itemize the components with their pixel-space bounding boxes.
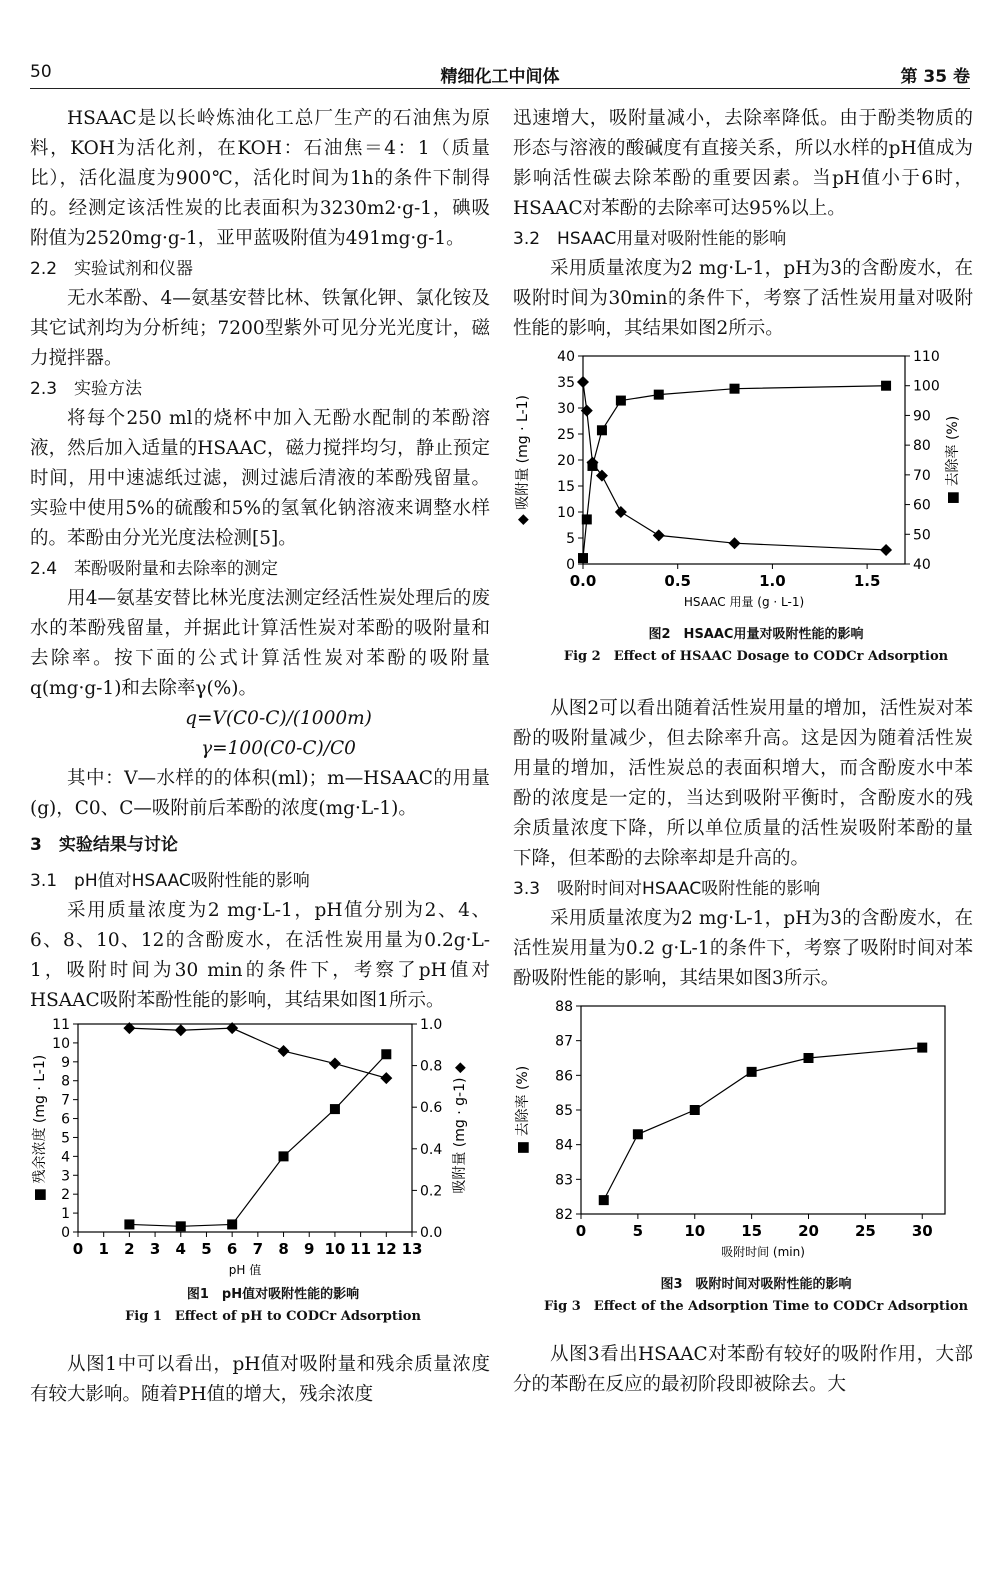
x-tick-label: 20 — [798, 1222, 819, 1240]
data-point-square — [587, 461, 597, 471]
series-line — [129, 1054, 386, 1226]
plot-frame — [581, 1006, 945, 1214]
data-point-square — [633, 1129, 643, 1139]
y2-tick-label: 110 — [913, 349, 940, 365]
data-point-square — [690, 1105, 700, 1115]
y-tick-label: 5 — [566, 531, 575, 547]
y-tick-label: 85 — [555, 1103, 573, 1119]
x-tick-label: 30 — [911, 1222, 933, 1240]
paragraph: 用4—氨基安替比林光度法测定经活性炭处理后的废水的苯酚残留量，并据此计算活性炭对苯酚的吸附量和去除率。按下面的公式计算活性炭对苯酚的吸附量q(mg·g-1)和去除率γ(%)。 — [30, 588, 490, 699]
y-tick-label: 10 — [52, 1035, 70, 1052]
x-tick-label: 1 — [98, 1240, 109, 1258]
x-tick-label: 9 — [304, 1240, 315, 1258]
paragraph: 将每个250 ml的烧杯中加入无酚水配制的苯酚溶液，然后加入适量的HSAAC，磁力搅拌均匀，静止预定时间，用中速滤纸过滤，测过滤后清液的苯酚残留量。实验中使用5%的硫酸和5%的氢氧化钠溶液来调整水样的。苯酚由分光光度法检测[5]。 — [30, 408, 490, 549]
x-tick-label: 5 — [201, 1240, 212, 1258]
data-point-square — [330, 1104, 340, 1114]
y-tick-label: 11 — [52, 1017, 70, 1033]
data-point-diamond — [596, 470, 608, 482]
section-heading: 3.3 吸附时间对HSAAC吸附性能的影响 — [513, 879, 821, 899]
page-header — [30, 58, 970, 89]
y2-tick-label: 0.2 — [420, 1183, 443, 1200]
section-heading: 3.2 HSAAC用量对吸附性能的影响 — [513, 229, 787, 249]
y2-axis-label: ■ 去除率 (%) — [945, 415, 961, 505]
y-tick-label: 20 — [557, 453, 575, 469]
y-tick-label: 2 — [61, 1187, 70, 1204]
figure-1 — [30, 1016, 490, 1328]
y-tick-label: 5 — [61, 1130, 70, 1147]
y-tick-label: 3 — [61, 1168, 70, 1185]
x-tick-label: 25 — [854, 1222, 876, 1240]
x-tick-label: 7 — [252, 1240, 264, 1258]
paragraph: 采用质量浓度为2 mg·L-1，pH值分别为2、4、6、8、10、12的含酚废水，在活性炭用量为0.2g·L-1，吸附时间为30 min的条件下，考察了pH值对HSAAC吸附苯酚性能的影响，其结果如图1所示。 — [30, 900, 490, 1011]
y-tick-label: 0 — [566, 557, 575, 573]
x-tick-label: 11 — [350, 1240, 372, 1258]
y-tick-label: 82 — [555, 1207, 573, 1223]
paragraph: 从图1中可以看出，pH值对吸附量和残余质量浓度有较大影响。随着PH值的增大，残余浓度 — [30, 1354, 490, 1405]
figure-caption-cn: 图3 吸附时间对吸附性能的影响 — [660, 1277, 852, 1292]
plot-frame — [583, 356, 905, 564]
data-point-diamond — [729, 537, 741, 549]
y2-tick-label: 0.8 — [420, 1058, 443, 1075]
data-point-square — [599, 1195, 609, 1205]
data-point-diamond — [278, 1045, 290, 1057]
x-axis-label: pH 值 — [228, 1263, 262, 1277]
x-tick-label: 3 — [149, 1240, 161, 1258]
data-point-square — [279, 1151, 289, 1161]
paragraph: 从图2可以看出随着活性炭用量的增加，活性炭对苯酚的吸附量减少，但去除率升高。这是因为随着活性炭用量的增加，活性炭总的表面积增大，而含酚废水中苯酚的浓度是一定的，当达到吸附平衡时，含酚废水的残余质量浓度下降，所以单位质量的活性炭吸附苯酚的量下降，但苯酚的去除率却是升高的。 — [513, 698, 973, 869]
y-tick-label: 9 — [61, 1054, 70, 1071]
x-axis-label: HSAAC 用量 (g · L-1) — [683, 595, 805, 609]
section-heading: 2.2 实验试剂和仪器 — [30, 259, 194, 279]
chart-2 — [513, 344, 973, 624]
left-column — [30, 104, 490, 1410]
y2-tick-label: 0.4 — [420, 1141, 443, 1158]
y2-tick-label: 0.6 — [420, 1100, 443, 1117]
y-axis-label: ◆ 吸附量 (mg · L-1) — [515, 395, 531, 525]
x-tick-label: 0.5 — [664, 572, 691, 590]
page-number: 50 — [30, 62, 52, 82]
paragraph: 其中：V—水样的的体积(ml)；m—HSAAC的用量(g)，C0、C—吸附前后苯酚的浓度(mg·L-1)。 — [30, 768, 490, 819]
y2-tick-label: 100 — [913, 378, 940, 395]
data-point-diamond — [577, 376, 589, 388]
data-point-diamond — [329, 1058, 341, 1070]
y-axis-label: ■ 去除率 (%) — [515, 1065, 531, 1155]
data-point-diamond — [880, 544, 892, 556]
y-tick-label: 87 — [555, 1033, 573, 1050]
y2-tick-label: 80 — [913, 438, 931, 455]
paragraph: 从图3看出HSAAC对苯酚有较好的吸附作用，大部分的苯酚在反应的最初阶段即被除去。大 — [513, 1344, 973, 1395]
y-tick-label: 84 — [555, 1137, 573, 1154]
data-point-square — [804, 1053, 814, 1063]
y2-tick-label: 1.0 — [420, 1017, 443, 1033]
figure-3 — [513, 994, 973, 1318]
paragraph: 采用质量浓度为2 mg·L-1，pH为3的含酚废水，在活性炭用量为0.2 g·L-1的条件下，考察了吸附时间对苯酚吸附性能的影响，其结果如图3所示。 — [513, 908, 973, 989]
data-point-diamond — [380, 1072, 392, 1084]
x-tick-label: 13 — [401, 1240, 423, 1258]
formula-gamma: γ=100(C0-C)/C0 — [201, 738, 356, 759]
x-tick-label: 12 — [375, 1240, 397, 1258]
formula-q: q=V(C0-C)/(1000m) — [185, 708, 372, 729]
data-point-square — [124, 1219, 134, 1229]
x-tick-label: 6 — [226, 1240, 238, 1258]
y-tick-label: 40 — [557, 349, 575, 365]
x-tick-label: 4 — [175, 1240, 186, 1258]
y2-tick-label: 40 — [913, 557, 931, 573]
paragraph: 迅速增大，吸附量减小，去除率降低。由于酚类物质的形态与溶液的酸碱度有直接关系，所以水样的pH值成为影响活性碳去除苯酚的重要因素。当pH值小于6时，HSAAC对苯酚的去除率可达95%以上。 — [513, 108, 973, 219]
chart-3 — [513, 994, 973, 1274]
data-point-square — [176, 1221, 186, 1231]
figure-caption-en: Fig 3 Effect of the Adsorption Time to CODCr Adsorption — [543, 1299, 969, 1314]
y-tick-label: 1 — [61, 1206, 70, 1223]
data-point-square — [597, 425, 607, 435]
section-heading: 2.3 实验方法 — [30, 379, 143, 399]
data-point-square — [654, 390, 664, 400]
data-point-diamond — [615, 506, 627, 518]
x-tick-label: 1.5 — [853, 572, 881, 590]
figure-caption-cn: 图2 HSAAC用量对吸附性能的影响 — [648, 627, 864, 642]
chart-1 — [30, 1016, 490, 1284]
figure-caption-en: Fig 1 Effect of pH to CODCr Adsorption — [125, 1309, 421, 1324]
x-tick-label: 0.0 — [569, 572, 597, 590]
data-point-square — [730, 384, 740, 394]
data-point-square — [881, 381, 891, 391]
series-line — [604, 1048, 923, 1201]
series-line — [583, 386, 886, 558]
x-tick-label: 0 — [72, 1240, 84, 1258]
y2-tick-label: 70 — [913, 467, 931, 484]
y-tick-label: 6 — [61, 1111, 70, 1128]
x-tick-label: 10 — [324, 1240, 346, 1258]
x-tick-label: 5 — [632, 1222, 644, 1240]
series-line — [129, 1028, 386, 1078]
series-line — [583, 382, 886, 550]
y-tick-label: 25 — [557, 427, 575, 443]
data-point-square — [582, 514, 592, 524]
figure-caption-en: Fig 2 Effect of HSAAC Dosage to CODCr Adsorption — [563, 649, 949, 664]
x-axis-label: 吸附时间 (min) — [721, 1245, 805, 1259]
figure-caption-cn: 图1 pH值对吸附性能的影响 — [186, 1287, 360, 1302]
y-tick-label: 8 — [61, 1073, 70, 1090]
data-point-square — [227, 1219, 237, 1229]
y-tick-label: 86 — [555, 1068, 573, 1085]
data-point-square — [616, 396, 626, 406]
x-tick-label: 2 — [124, 1240, 135, 1258]
paragraph: 无水苯酚、4—氨基安替比林、铁氰化钾、氯化铵及其它试剂均为分析纯；7200型紫外可见分光光度计，磁力搅拌器。 — [30, 288, 490, 369]
data-point-square — [381, 1049, 391, 1059]
paragraph: HSAAC是以长岭炼油化工总厂生产的石油焦为原料，KOH为活化剂，在KOH：石油焦＝4：1（质量比），活化温度为900℃，活化时间为1h的条件下制得的。经测定该活性炭的比表面积为3230m2·g-1，碘吸附值为2520mg·g-1，亚甲蓝吸附值为491mg·g-1。 — [30, 108, 490, 249]
data-point-square — [917, 1043, 927, 1053]
y-tick-label: 88 — [555, 999, 573, 1015]
x-tick-label: 10 — [684, 1222, 706, 1240]
y2-tick-label: 0.0 — [420, 1225, 443, 1241]
y2-axis-label: 吸附量 (mg · g-1) ◆ — [452, 1062, 468, 1194]
y-tick-label: 35 — [557, 375, 575, 391]
x-tick-label: 15 — [741, 1222, 763, 1240]
x-tick-label: 8 — [278, 1240, 289, 1258]
data-point-square — [747, 1067, 757, 1077]
journal-title: 精细化工中间体 — [440, 67, 560, 87]
data-point-square — [578, 553, 588, 563]
y2-tick-label: 90 — [913, 408, 931, 425]
y-tick-label: 0 — [61, 1225, 70, 1241]
section-heading: 3.1 pH值对HSAAC吸附性能的影响 — [30, 871, 310, 891]
volume-label: 第 35 卷 — [900, 67, 970, 87]
paragraph: 采用质量浓度为2 mg·L-1，pH为3的含酚废水，在吸附时间为30min的条件下，考察了活性炭用量对吸附性能的影响，其结果如图2所示。 — [513, 258, 973, 339]
x-tick-label: 1.0 — [759, 572, 786, 590]
x-tick-label: 0 — [575, 1222, 587, 1240]
y-tick-label: 83 — [555, 1172, 573, 1189]
y2-tick-label: 60 — [913, 497, 931, 514]
figure-2 — [513, 344, 973, 668]
section-heading: 2.4 苯酚吸附量和去除率的测定 — [30, 559, 279, 579]
data-point-diamond — [175, 1024, 187, 1036]
right-column — [513, 104, 973, 1400]
y-tick-label: 30 — [557, 401, 575, 417]
plot-frame — [78, 1024, 412, 1232]
data-point-diamond — [653, 529, 665, 541]
section-heading: 3 实验结果与讨论 — [30, 835, 178, 855]
y-tick-label: 7 — [61, 1092, 70, 1109]
y-tick-label: 10 — [557, 505, 575, 521]
y-tick-label: 15 — [557, 479, 575, 495]
y2-tick-label: 50 — [913, 527, 931, 544]
y-axis-label: ■ 残余浓度 (mg · L-1) — [32, 1054, 48, 1202]
y-tick-label: 4 — [61, 1149, 70, 1166]
